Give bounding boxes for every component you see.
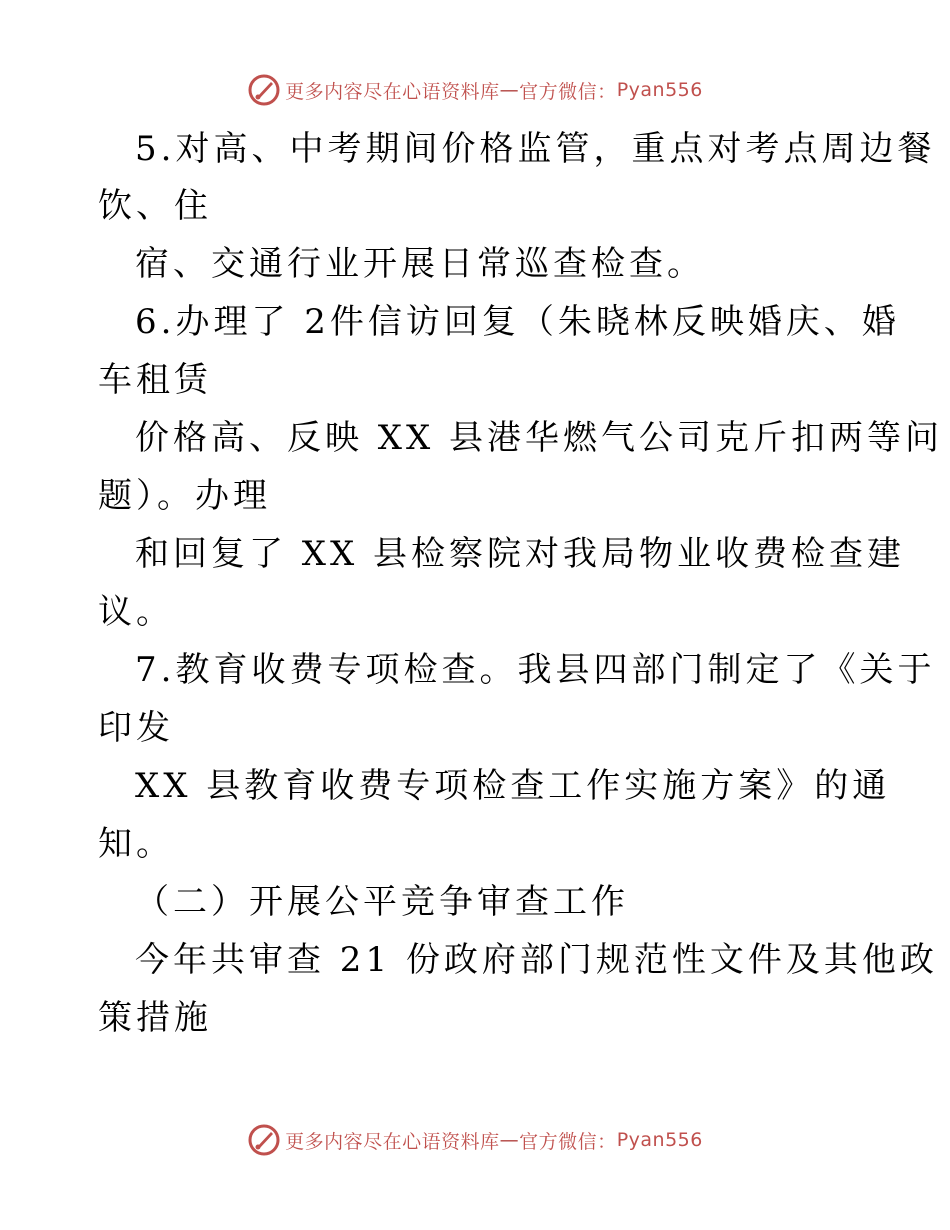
watermark-dash: —: [499, 79, 520, 101]
watermark-header: [0, 70, 950, 110]
body-line: 7.教育收费专项检查。我县四部门制定了《关于: [135, 650, 936, 690]
body-line: 题）。办理: [98, 476, 271, 516]
body-line: 价格高、反映 XX 县港华燃气公司克斤扣两等问: [135, 418, 944, 458]
body-line: 议。: [98, 592, 174, 632]
watermark-text: 更多内容尽在心语资料库: [285, 1130, 500, 1153]
body-line: 策措施: [98, 998, 212, 1038]
watermark-dash: —: [499, 1129, 520, 1151]
body-line: 车租赁: [98, 360, 212, 400]
body-line: 5.对高、中考期间价格监管，重点对考点周边餐: [135, 129, 936, 169]
body-line: 饮、住: [98, 186, 212, 226]
watermark-wechat-label: 官方微信：: [519, 80, 617, 103]
watermark-wechat-id: Pyan556: [616, 79, 703, 101]
body-line: XX 县教育收费专项检查工作实施方案》的通: [135, 766, 891, 806]
body-line: 6.办理了 2件信访回复（朱晓林反映婚庆、婚: [135, 302, 900, 342]
body-line: 印发: [98, 708, 174, 748]
body-line: 宿、交通行业开展日常巡查检查。: [135, 244, 705, 284]
section-heading: （二）开展公平竞争审查工作: [135, 882, 629, 922]
watermark-text: 更多内容尽在心语资料库: [285, 80, 500, 103]
body-line: 和回复了 XX 县检察院对我局物业收费检查建: [135, 534, 906, 574]
body-line: 知。: [98, 824, 174, 864]
quill-logo-icon: [247, 1123, 281, 1157]
watermark-wechat-label: 官方微信：: [519, 1130, 617, 1153]
quill-logo-icon: [247, 73, 281, 107]
watermark-wechat-id: Pyan556: [616, 1129, 703, 1151]
body-line: 今年共审查 21 份政府部门规范性文件及其他政: [135, 940, 938, 980]
watermark-footer: [0, 1120, 950, 1160]
